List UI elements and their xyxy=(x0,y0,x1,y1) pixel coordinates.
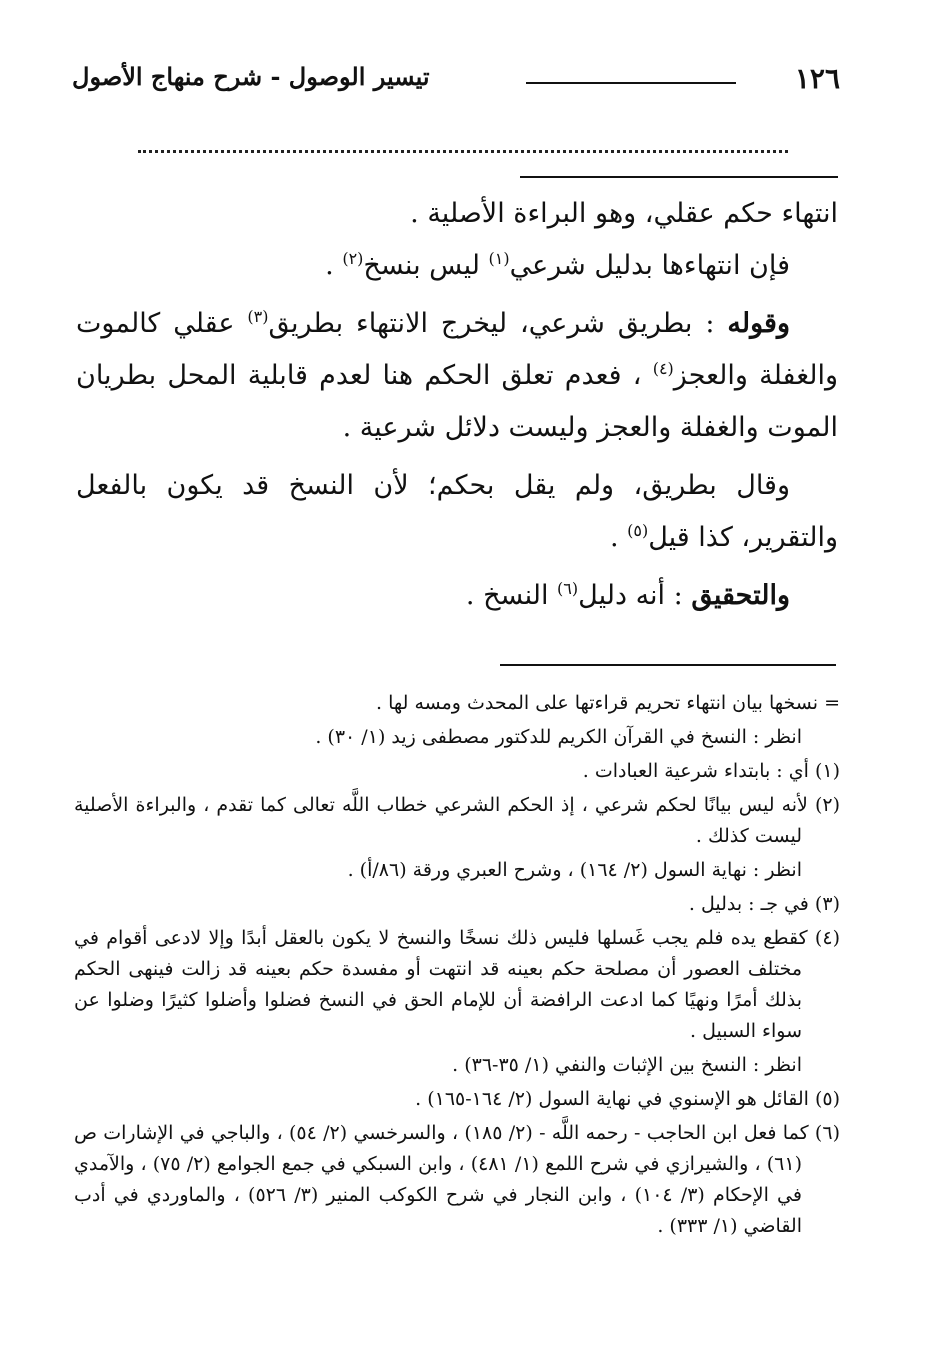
footnote-rule xyxy=(500,664,836,666)
footnote-5: (٥) القائل هو الإسنوي في نهاية السول (٢/ ١٦٤-١٦٥) . xyxy=(415,1088,840,1110)
footnote-ref-5[interactable]: (٥) xyxy=(627,521,649,540)
paragraph-4-text-b: . xyxy=(609,522,628,553)
footnote-2-source: انظر : نهاية السول (٢/ ١٦٤) ، وشرح العبري ورقة (٨٦/أ) . xyxy=(347,859,802,881)
running-title: تيسير الوصول - شرح منهاج الأصول xyxy=(72,62,430,91)
footnote-ref-1[interactable]: (١) xyxy=(488,249,510,268)
paragraph-5 xyxy=(76,570,838,622)
footnote-6: (٦) كما فعل ابن الحاجب - رحمه اللَّه - (٢/ ١٨٥) ، والسرخسي (٢/ ٥٤) ، والباجي في الإشارات ص (٦١) ، والشيرازي في شرح اللمع (١/ ٤٨١) ، وابن السبكي في جمع الجوامع (٢/ ٧٥) ، والآمدي في الإحكام (٣/ ١٠٤) ، وابن النجار في شرح الكوكب المنير (٣/ ٥٢٦) ، والماوردي في أدب القاضي (١/ ٣٣٣) . xyxy=(74,1122,840,1237)
footnote-continuation: = نسخها بيان انتهاء تحريم قراءتها على المحدث ومسه لها . xyxy=(376,692,840,714)
footnote-ref-2[interactable]: (٢) xyxy=(342,249,364,268)
paragraph-2-text-a: فإن انتهاءها بدليل شرعي xyxy=(509,250,790,281)
top-rule xyxy=(520,176,838,178)
footnote-3: (٣) في جـ : بدليل . xyxy=(688,893,840,915)
footnote-ref-4[interactable]: (٤) xyxy=(652,359,674,378)
footnote-continuation-source: انظر : النسخ في القرآن الكريم للدكتور مصطفى زيد (١/ ٣٠) . xyxy=(315,726,802,748)
dotted-separator xyxy=(138,150,788,153)
footnote-ref-3[interactable]: (٣) xyxy=(247,307,269,326)
header-rule xyxy=(526,82,736,84)
paragraph-5-text-b: النسخ . xyxy=(465,580,558,611)
paragraph-3-text-b: عقلي كالموت والغفلة والعجز xyxy=(76,308,838,391)
paragraph-1-text: انتهاء حكم عقلي، وهو البراءة الأصلية . xyxy=(410,198,838,229)
page-header xyxy=(72,62,840,102)
paragraph-3-text-c: ، فعدم تعلق الحكم هنا لعدم قابلية المحل بطريان الموت والغفلة والعجز وليست دلائل شرعية . xyxy=(76,360,838,443)
paragraph-3-lead: وقوله xyxy=(727,308,790,339)
footnotes xyxy=(74,688,840,1245)
main-text xyxy=(76,188,838,622)
paragraph-3-text-a: : بطريق شرعي، ليخرج الانتهاء بطريق xyxy=(268,308,728,339)
paragraph-4-text-a: وقال بطريق، ولم يقل بحكم؛ لأن النسخ قد يكون بالفعل والتقرير، كذا قيل xyxy=(76,470,838,553)
paragraph-2-text-b: ليس بنسخ xyxy=(363,250,489,281)
footnote-2: (٢) لأنه ليس بيانًا لحكم شرعي ، إذ الحكم الشرعي خطاب اللَّه تعالى كما تقدم ، والبراءة الأصلية ليست كذلك . xyxy=(74,794,840,847)
paragraph-1 xyxy=(76,188,838,240)
paragraph-2-text-c: . xyxy=(325,250,343,281)
paragraph-5-lead: والتحقيق xyxy=(691,580,790,611)
paragraph-5-text-a: : أنه دليل xyxy=(578,580,692,611)
page-number: ١٢٦ xyxy=(794,62,840,95)
footnote-ref-6[interactable]: (٦) xyxy=(557,579,579,598)
paragraph-2 xyxy=(76,240,838,292)
paragraph-3 xyxy=(76,298,838,454)
footnote-4-source: انظر : النسخ بين الإثبات والنفي (١/ ٣٥-٣٦) . xyxy=(452,1054,802,1076)
footnote-4: (٤) كقطع يده فلم يجب غَسلها فليس ذلك نسخًا والنسخ لا يكون بالعقل أبدًا وإلا لادعى أقوام في مختلف العصور أن مصلحة حكم بعينه قد انتهت أو مفسدة حكم بعينه قد زالت فينهى الحكم بذلك أمرًا ونهيًا كما ادعت الرافضة أن للإمام الحق في النسخ فضلوا وأضلوا كثيرًا وضلوا عن سواء السبيل . xyxy=(74,927,840,1042)
footnote-1: (١) أي : بابتداء شرعية العبادات . xyxy=(582,760,840,782)
paragraph-4 xyxy=(76,460,838,564)
